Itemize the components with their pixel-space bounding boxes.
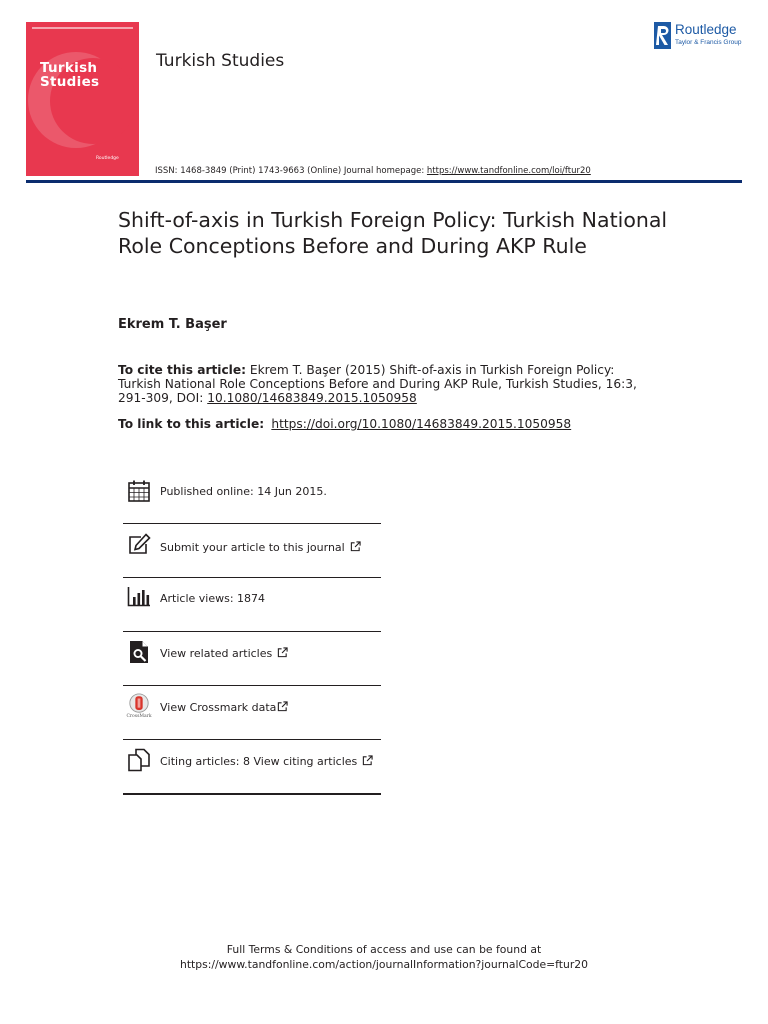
- article-author: Ekrem T. Başer: [118, 317, 227, 332]
- journal-homepage-link[interactable]: https://www.tandfonline.com/loi/ftur20: [426, 166, 591, 176]
- citing-articles-row[interactable]: [123, 740, 381, 793]
- citing-articles-label: Citing articles: 8 View citing articles: [160, 755, 358, 768]
- terms-footer-url[interactable]: https://www.tandfonline.com/action/journalInformation?journalCode=ftur20: [179, 958, 588, 971]
- logo-name: Routledge: [675, 22, 737, 37]
- submit-article-label: Submit your article to this journal: [160, 541, 345, 554]
- terms-footer: [0, 942, 768, 972]
- crossmark-row[interactable]: [123, 686, 381, 739]
- terms-footer-line1: Full Terms & Conditions of access and use can be found at: [226, 943, 542, 956]
- edit-icon: [127, 533, 151, 557]
- article-link-label: To link to this article:: [118, 417, 269, 431]
- related-articles-label: View related articles: [160, 647, 273, 660]
- related-articles-row[interactable]: [123, 632, 381, 685]
- journal-cover-image: [26, 22, 139, 176]
- article-views-row: [123, 578, 381, 631]
- external-link-icon: [277, 701, 288, 712]
- search-document-icon: [127, 640, 151, 664]
- citing-articles-icon: [127, 748, 151, 772]
- article-doi-url-link[interactable]: https://doi.org/10.1080/14683849.2015.1050958: [271, 417, 572, 431]
- crossmark-label: View Crossmark data: [160, 701, 277, 714]
- routledge-logo[interactable]: [654, 22, 746, 50]
- calendar-icon: [127, 479, 151, 503]
- article-link-block: [118, 417, 571, 431]
- external-link-icon: [277, 647, 288, 658]
- article-title: Shift-of-axis in Turkish Foreign Policy: Turkish National Role Conceptions Before and During AKP Rule: [118, 208, 668, 258]
- citing-articles-link[interactable]: [160, 755, 373, 768]
- cover-title-line1: Turkish: [40, 60, 98, 76]
- header-divider: [26, 180, 742, 183]
- article-views-text: Article views: 1874: [160, 592, 266, 605]
- routledge-r-logo-icon: [654, 22, 671, 49]
- crossmark-caption: CrossMark: [126, 714, 152, 719]
- external-link-icon: [350, 541, 361, 552]
- cover-top-line: [32, 27, 133, 29]
- published-online-row: [123, 470, 381, 523]
- article-metadata-list: [123, 470, 381, 795]
- related-articles-link[interactable]: [160, 647, 288, 660]
- published-online-text: Published online: 14 Jun 2015.: [160, 485, 327, 498]
- citation-block: [118, 363, 658, 405]
- crossmark-badge: [127, 693, 151, 723]
- citation-text: Ekrem T. Başer (2015) Shift-of-axis in Turkish Foreign Policy: Turkish National Role Conceptions Before and During AKP Rule, Turkish Studies, 16:3, 291-309, DOI:: [118, 363, 637, 405]
- journal-name: Turkish Studies: [156, 51, 285, 71]
- issn-text: ISSN: 1468-3849 (Print) 1743-9663 (Online) Journal homepage:: [155, 166, 427, 176]
- submit-article-row[interactable]: [123, 524, 381, 577]
- submit-article-link[interactable]: [160, 541, 361, 554]
- cover-title-line2: Studies: [40, 74, 100, 90]
- crossmark-icon: [127, 693, 151, 715]
- citation-label: To cite this article:: [118, 363, 247, 377]
- issn-line: [155, 166, 591, 176]
- bar-chart-icon: [127, 584, 151, 608]
- external-link-icon: [362, 755, 373, 766]
- citation-doi-link[interactable]: 10.1080/14683849.2015.1050958: [207, 391, 417, 405]
- logo-subtitle: Taylor & Francis Group: [675, 39, 742, 46]
- cover-publisher-mark: Routledge: [96, 156, 119, 161]
- crossmark-link[interactable]: [160, 701, 288, 714]
- metadata-divider-final: [123, 793, 381, 795]
- cover-title: [40, 61, 130, 89]
